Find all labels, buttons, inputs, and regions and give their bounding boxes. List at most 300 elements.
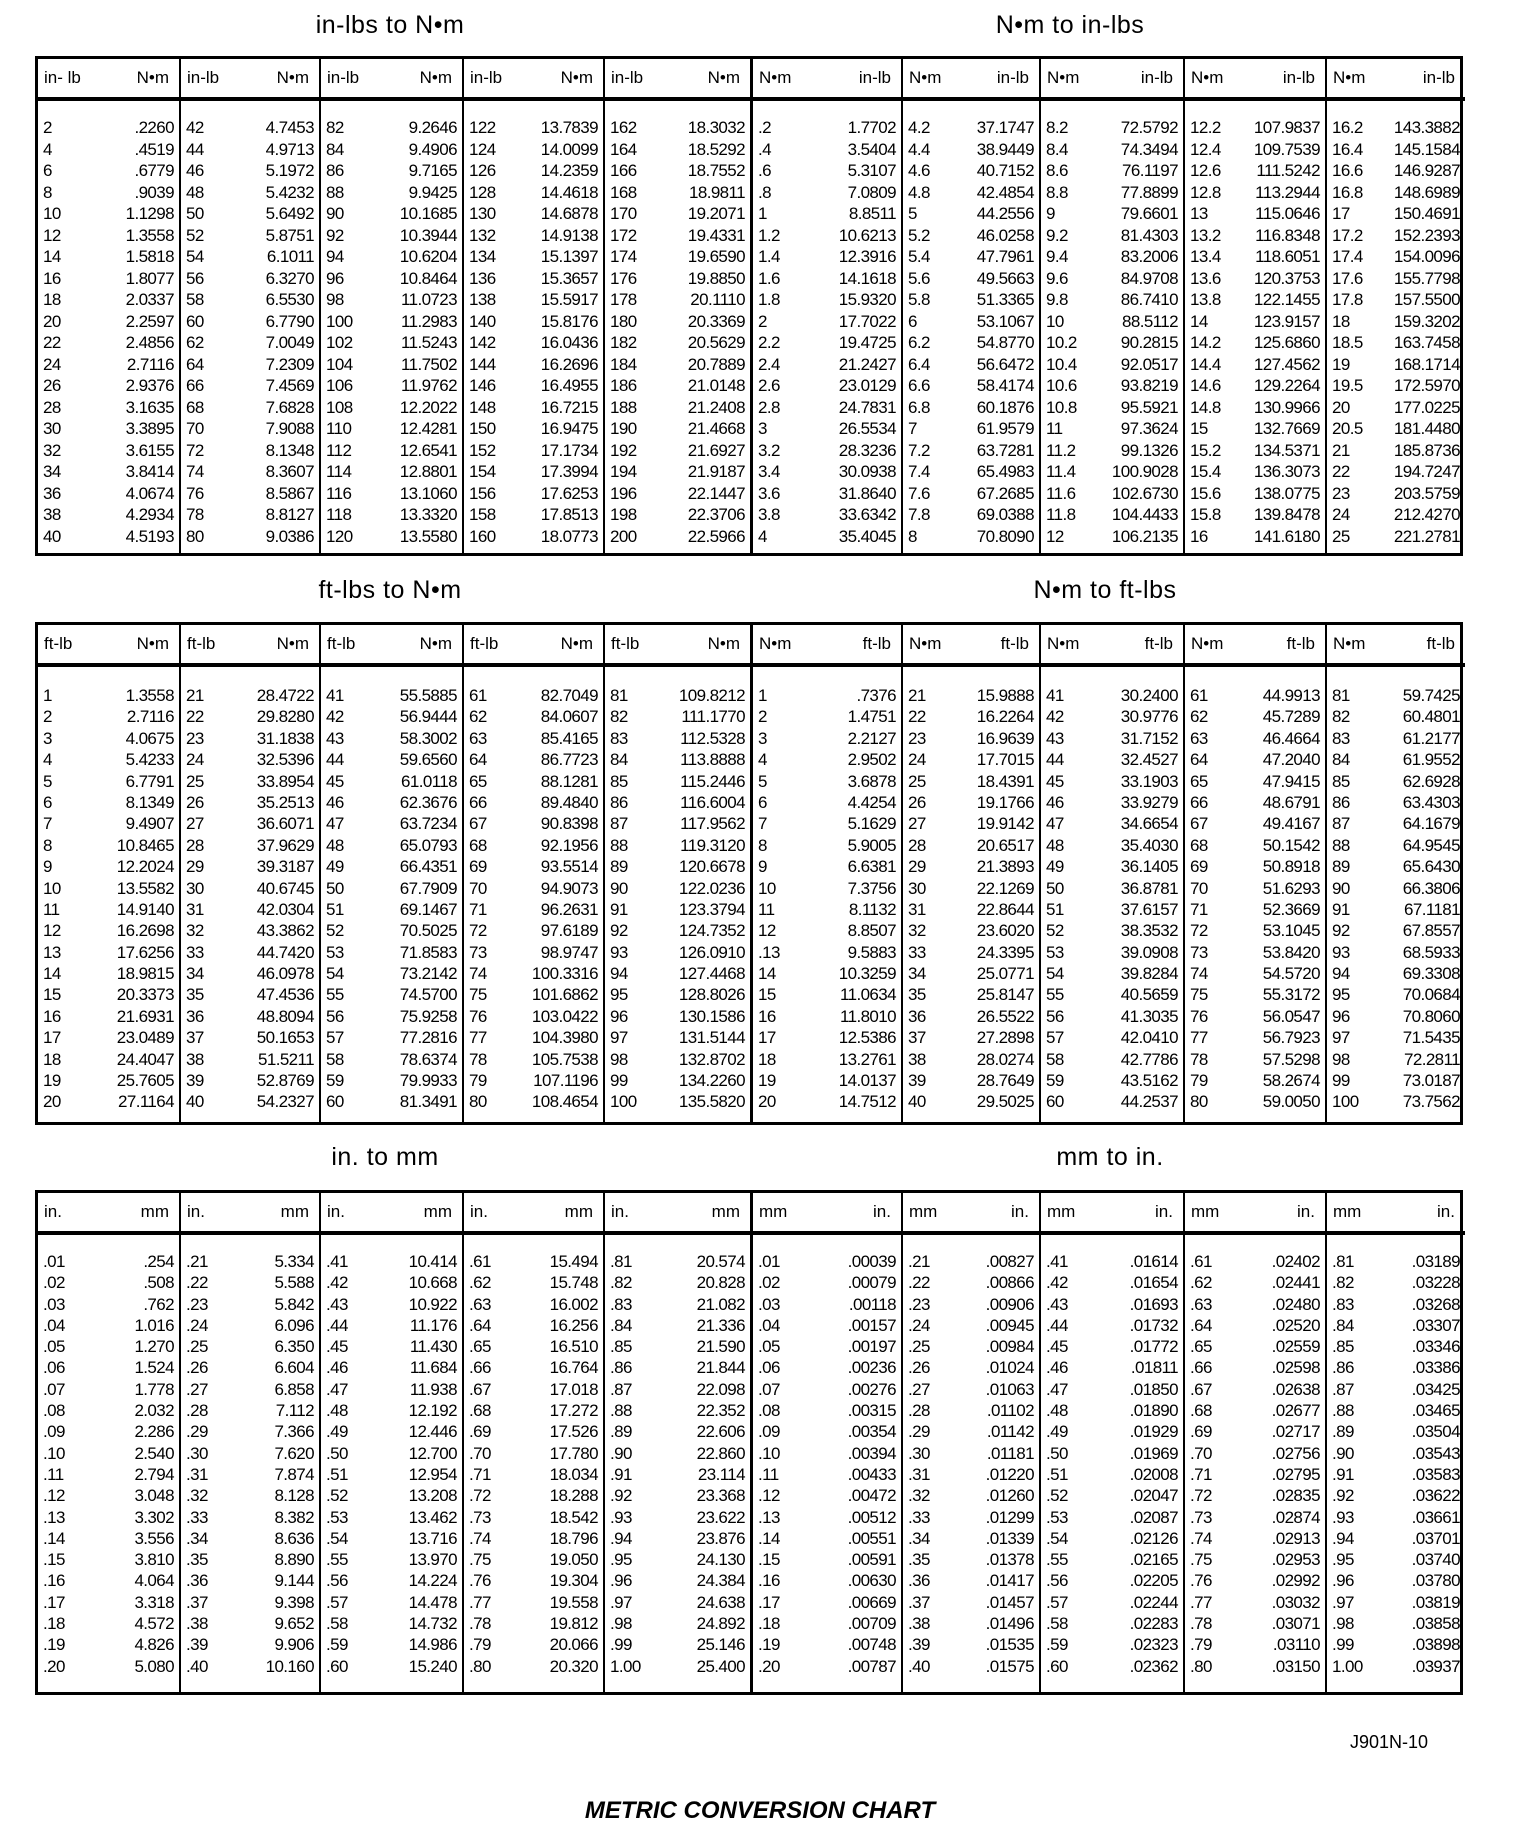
- converted-value: 33.1903: [1120, 771, 1178, 791]
- converted-value: 115.2446: [680, 771, 745, 791]
- converted-value: 64.1679: [1402, 814, 1460, 834]
- input-value: .94: [610, 1528, 632, 1548]
- converted-value: 212.4270: [1393, 505, 1460, 524]
- input-value: 55: [326, 985, 344, 1005]
- input-value: .43: [326, 1294, 348, 1314]
- input-value: .51: [1046, 1464, 1068, 1484]
- converted-value: 4.572: [134, 1614, 174, 1634]
- converted-value: 6.3270: [265, 268, 314, 288]
- column-header: [38, 1193, 179, 1235]
- table-row: [1327, 1251, 1465, 1272]
- input-value: 8: [43, 182, 52, 202]
- table-row: [753, 1421, 901, 1442]
- input-value: 20: [43, 311, 61, 331]
- input-value: 97: [610, 1028, 628, 1048]
- converted-value: 10.922: [408, 1294, 457, 1314]
- converted-value: 8.1348: [265, 440, 314, 460]
- table-row: [181, 332, 319, 354]
- converted-value: 118.6051: [1255, 247, 1320, 266]
- input-value: 16: [43, 268, 61, 288]
- table-row: [753, 1507, 901, 1528]
- table-row: [464, 1528, 603, 1549]
- table-row: [903, 963, 1039, 984]
- converted-value: 25.8147: [976, 985, 1034, 1005]
- header-to-unit: ft-lb: [1286, 634, 1315, 653]
- table-row: [464, 792, 603, 813]
- table-row: [1327, 1485, 1465, 1506]
- input-value: 160: [469, 526, 496, 546]
- converted-value: 14.6878: [540, 204, 598, 223]
- table-row: [753, 685, 901, 706]
- table-row: [38, 1272, 179, 1293]
- converted-value: 22.606: [696, 1422, 745, 1442]
- table-row: [605, 225, 750, 247]
- input-value: 20.5: [1332, 419, 1363, 438]
- table-row: [321, 1485, 462, 1506]
- table-row: [605, 1006, 750, 1027]
- input-value: 18: [43, 290, 61, 309]
- input-value: .13: [43, 1507, 65, 1527]
- input-value: 95: [1332, 985, 1350, 1005]
- table-row: [321, 1592, 462, 1613]
- table-row: [181, 117, 319, 139]
- input-value: .53: [1046, 1507, 1068, 1527]
- input-value: 90: [1332, 878, 1350, 898]
- input-value: 76: [1190, 1006, 1208, 1026]
- converted-value: .01378: [985, 1550, 1034, 1570]
- converted-value: 56.7923: [1262, 1028, 1320, 1048]
- table-row: [605, 1507, 750, 1528]
- input-value: .20: [43, 1656, 65, 1676]
- column-header: [1185, 59, 1325, 101]
- converted-value: 77.2816: [399, 1028, 457, 1048]
- input-value: 194: [610, 462, 637, 481]
- input-value: .70: [1190, 1443, 1212, 1463]
- table-row: [181, 461, 319, 483]
- column-header: [1041, 625, 1183, 667]
- converted-value: 6.5530: [265, 290, 314, 309]
- input-value: 16: [43, 1006, 61, 1026]
- table-row: [753, 440, 901, 462]
- converted-value: 130.1586: [678, 1006, 745, 1026]
- input-value: 92: [1332, 921, 1350, 941]
- table-row: [903, 182, 1039, 204]
- input-value: 19: [1332, 354, 1350, 374]
- table-row: [1041, 963, 1183, 984]
- input-value: 4.8: [908, 182, 930, 202]
- input-value: .60: [326, 1656, 348, 1676]
- input-value: .40: [908, 1656, 930, 1676]
- converted-value: .01260: [985, 1486, 1034, 1506]
- header-from-unit: mm: [909, 1202, 938, 1221]
- converted-value: 12.192: [408, 1401, 457, 1421]
- table-row: [1185, 835, 1325, 856]
- input-value: .73: [1190, 1507, 1212, 1527]
- table-row: [605, 1070, 750, 1091]
- input-value: .12: [758, 1486, 780, 1506]
- table-row: [1185, 1091, 1325, 1112]
- input-value: .48: [1046, 1401, 1068, 1421]
- rows: [605, 117, 750, 547]
- converted-value: 97.6189: [540, 921, 598, 941]
- input-value: .94: [1332, 1528, 1354, 1548]
- input-value: 53: [326, 942, 344, 962]
- converted-value: 109.7539: [1253, 139, 1320, 159]
- converted-value: 35.2513: [256, 792, 314, 812]
- converted-value: 28.4722: [256, 686, 314, 705]
- converted-value: .4519: [134, 139, 174, 159]
- converted-value: 18.3032: [687, 118, 745, 137]
- converted-value: 22.1447: [687, 483, 745, 503]
- table-row: [753, 483, 901, 505]
- converted-value: 18.4391: [976, 771, 1034, 791]
- input-value: .75: [469, 1550, 491, 1570]
- table-row: [464, 1570, 603, 1591]
- input-value: 48: [1046, 835, 1064, 855]
- input-value: 10: [758, 878, 776, 898]
- input-value: 11: [1046, 419, 1063, 438]
- converted-value: 7.366: [274, 1422, 314, 1442]
- converted-value: 61.0118: [401, 771, 457, 791]
- converted-value: 5.6492: [265, 204, 314, 223]
- table-row: [1327, 728, 1465, 749]
- table-row: [753, 311, 901, 333]
- header-to-unit: in-lb: [858, 68, 891, 87]
- column-group: [179, 59, 319, 553]
- table-row: [321, 182, 462, 204]
- table-row: [181, 1549, 319, 1570]
- converted-value: 3.318: [134, 1592, 174, 1612]
- converted-value: .02598: [1271, 1358, 1320, 1378]
- input-value: .99: [610, 1635, 632, 1655]
- converted-value: 194.7247: [1393, 462, 1460, 481]
- converted-value: 3.5404: [847, 139, 896, 159]
- input-value: .25: [908, 1337, 930, 1357]
- table-row: [1185, 749, 1325, 770]
- table-row: [605, 289, 750, 311]
- input-value: 11.8: [1046, 505, 1076, 524]
- input-value: 3.2: [758, 440, 780, 460]
- table-row: [753, 1379, 901, 1400]
- table-row: [903, 878, 1039, 899]
- input-value: 72: [469, 921, 487, 941]
- converted-value: 12.2024: [116, 857, 174, 877]
- input-value: 13: [1190, 204, 1208, 223]
- converted-value: 60.4801: [1402, 707, 1460, 727]
- input-value: 2.8: [758, 397, 780, 417]
- table-row: [753, 835, 901, 856]
- converted-value: .03150: [1271, 1656, 1320, 1676]
- converted-value: 38.9449: [976, 139, 1034, 159]
- input-value: 19: [758, 1071, 776, 1091]
- converted-value: .03858: [1411, 1614, 1460, 1634]
- input-value: .76: [1190, 1571, 1212, 1591]
- input-value: 68: [1190, 835, 1208, 855]
- converted-value: 9.906: [274, 1635, 314, 1655]
- table-row: [1041, 461, 1183, 483]
- table-row: [1327, 354, 1465, 376]
- converted-value: 18.034: [549, 1464, 598, 1484]
- input-value: 46: [326, 792, 344, 812]
- converted-value: 139.8478: [1253, 505, 1320, 524]
- input-value: .10: [758, 1443, 780, 1463]
- converted-value: .03346: [1411, 1337, 1460, 1357]
- table-row: [605, 942, 750, 963]
- header-to-unit: in-lb: [1282, 68, 1315, 87]
- table-row: [181, 182, 319, 204]
- input-value: 62: [1190, 707, 1208, 727]
- converted-value: 136.3073: [1253, 462, 1320, 481]
- input-value: 59: [326, 1071, 344, 1091]
- table-row: [903, 504, 1039, 526]
- converted-value: 30.2400: [1120, 686, 1178, 705]
- converted-value: .00787: [847, 1656, 896, 1676]
- converted-value: 81.4303: [1120, 225, 1178, 245]
- table-row: [903, 920, 1039, 941]
- input-value: 4.6: [908, 161, 930, 180]
- table-row: [753, 1027, 901, 1048]
- input-value: .68: [1190, 1401, 1212, 1421]
- table-row: [181, 1049, 319, 1070]
- rows: [903, 685, 1039, 1113]
- converted-value: 17.8513: [540, 505, 598, 524]
- input-value: .18: [43, 1614, 65, 1634]
- table-row: [38, 920, 179, 941]
- converted-value: 60.1876: [976, 397, 1034, 417]
- input-value: 93: [610, 942, 628, 962]
- input-value: .16: [43, 1571, 65, 1591]
- input-value: 59: [1046, 1071, 1064, 1091]
- input-value: .80: [469, 1656, 491, 1676]
- input-value: 60: [1046, 1092, 1064, 1112]
- input-value: 31: [908, 899, 926, 919]
- input-value: 196: [610, 483, 637, 503]
- input-value: 68: [469, 835, 487, 855]
- input-value: .05: [758, 1337, 780, 1357]
- table-row: [38, 1336, 179, 1357]
- converted-value: 18.7552: [687, 161, 745, 180]
- header-from-unit: N•m: [1191, 68, 1224, 87]
- converted-value: .02953: [1271, 1550, 1320, 1570]
- header-from-unit: ft-lb: [611, 634, 640, 653]
- converted-value: .00906: [985, 1294, 1034, 1314]
- table-row: [1327, 1379, 1465, 1400]
- input-value: 97: [1332, 1028, 1350, 1048]
- input-value: .53: [326, 1507, 348, 1527]
- table-row: [605, 1592, 750, 1613]
- column-header: [753, 625, 901, 667]
- input-value: 53: [1046, 942, 1064, 962]
- converted-value: .01732: [1129, 1315, 1178, 1335]
- rows: [38, 685, 179, 1113]
- table-row: [38, 1443, 179, 1464]
- column-group: [603, 625, 750, 1122]
- converted-value: 32.5396: [256, 750, 314, 770]
- table-row: [464, 182, 603, 204]
- converted-value: 3.302: [134, 1507, 174, 1527]
- header-from-unit: in.: [470, 1202, 488, 1221]
- input-value: 10.6: [1046, 376, 1077, 395]
- table-row: [321, 461, 462, 483]
- table-row: [1041, 160, 1183, 182]
- converted-value: 69.0388: [976, 505, 1034, 524]
- table-row: [1041, 1091, 1183, 1112]
- converted-value: 18.288: [549, 1486, 598, 1506]
- table-row: [38, 1091, 179, 1112]
- input-value: .82: [610, 1273, 632, 1293]
- table-row: [753, 1272, 901, 1293]
- input-value: 71: [1190, 899, 1208, 919]
- converted-value: 21.0148: [687, 376, 745, 395]
- table-row: [181, 963, 319, 984]
- converted-value: 70.8090: [976, 526, 1034, 546]
- table-row: [321, 771, 462, 792]
- table-half-left: [38, 1193, 750, 1692]
- rows: [38, 117, 179, 547]
- input-value: .78: [1190, 1614, 1212, 1634]
- converted-value: .01929: [1129, 1422, 1178, 1442]
- table-row: [38, 813, 179, 834]
- header-to-unit: in.: [1297, 1202, 1315, 1221]
- converted-value: 78.6374: [399, 1049, 457, 1069]
- converted-value: 1.8077: [125, 268, 174, 288]
- input-value: 48: [326, 835, 344, 855]
- converted-value: 25.0771: [976, 964, 1034, 984]
- input-value: 29: [186, 857, 204, 877]
- column-group: [1325, 1193, 1465, 1692]
- table-row: [1041, 1421, 1183, 1442]
- input-value: .55: [1046, 1550, 1068, 1570]
- input-value: 41: [1046, 686, 1064, 705]
- converted-value: 52.8769: [256, 1071, 314, 1091]
- converted-value: 107.9837: [1253, 118, 1320, 137]
- column-header: [903, 1193, 1039, 1235]
- converted-value: .01811: [1130, 1358, 1178, 1378]
- input-value: 2: [43, 707, 52, 727]
- input-value: 6.6: [908, 376, 930, 395]
- table-row: [1327, 1091, 1465, 1112]
- converted-value: 135.5820: [678, 1092, 745, 1112]
- table-row: [38, 225, 179, 247]
- input-value: .86: [1332, 1358, 1354, 1378]
- table-row: [38, 1592, 179, 1613]
- rows: [903, 1251, 1039, 1677]
- table-row: [321, 706, 462, 727]
- table-row: [605, 792, 750, 813]
- converted-value: 58.4174: [976, 376, 1034, 395]
- converted-value: 47.9415: [1262, 771, 1320, 791]
- converted-value: 15.240: [408, 1656, 457, 1676]
- converted-value: 7.620: [274, 1443, 314, 1463]
- input-value: 85: [610, 771, 628, 791]
- column-group: [462, 1193, 603, 1692]
- column-header: [605, 59, 750, 101]
- table-row: [1185, 1507, 1325, 1528]
- table-row: [903, 1027, 1039, 1048]
- table-row: [753, 920, 901, 941]
- converted-value: 4.7453: [265, 118, 314, 137]
- converted-value: 17.3994: [540, 462, 598, 481]
- converted-value: 84.0607: [540, 707, 598, 727]
- input-value: .14: [43, 1528, 65, 1548]
- table-row: [1041, 375, 1183, 397]
- input-value: 16.8: [1332, 182, 1363, 202]
- converted-value: 15.748: [549, 1273, 598, 1293]
- table-row: [753, 1400, 901, 1421]
- input-value: .36: [908, 1571, 930, 1591]
- input-value: 18: [1332, 311, 1350, 331]
- table-row: [181, 1656, 319, 1677]
- input-value: 52: [186, 225, 204, 245]
- input-value: 50: [1046, 878, 1064, 898]
- converted-value: 17.526: [549, 1422, 598, 1442]
- converted-value: .2260: [134, 118, 174, 137]
- input-value: 40: [43, 526, 61, 546]
- table-row: [38, 899, 179, 920]
- rows: [181, 1251, 319, 1677]
- input-value: 39: [186, 1071, 204, 1091]
- converted-value: 1.1298: [125, 204, 174, 223]
- input-value: 66: [186, 376, 204, 395]
- table-row: [38, 749, 179, 770]
- converted-value: 7.3756: [847, 878, 896, 898]
- converted-value: 59.0050: [1262, 1092, 1320, 1112]
- table-row: [181, 878, 319, 899]
- header-from-unit: mm: [1333, 1202, 1362, 1221]
- converted-value: 31.7152: [1120, 728, 1178, 748]
- converted-value: 28.3236: [838, 440, 896, 460]
- table-row: [753, 899, 901, 920]
- input-value: 13.4: [1190, 247, 1221, 266]
- input-value: 96: [326, 268, 344, 288]
- input-value: .74: [1190, 1528, 1212, 1548]
- input-value: 58: [326, 1049, 344, 1069]
- table-row: [1185, 483, 1325, 505]
- input-value: 77: [1190, 1028, 1208, 1048]
- converted-value: 134.5371: [1253, 440, 1320, 460]
- converted-value: .00354: [847, 1422, 896, 1442]
- table-row: [181, 984, 319, 1005]
- input-value: 56: [186, 268, 204, 288]
- converted-value: 23.0489: [116, 1028, 174, 1048]
- table-row: [903, 440, 1039, 462]
- table-row: [903, 792, 1039, 813]
- converted-value: 33.8954: [256, 771, 314, 791]
- converted-value: 6.6381: [847, 857, 896, 877]
- converted-value: 11.9762: [401, 376, 457, 395]
- table-row: [464, 1613, 603, 1634]
- table-row: [1185, 813, 1325, 834]
- input-value: 35: [186, 985, 204, 1005]
- input-value: 4: [758, 750, 767, 770]
- input-value: 13.6: [1190, 268, 1221, 288]
- table-row: [1041, 835, 1183, 856]
- input-value: .30: [908, 1443, 930, 1463]
- converted-value: 24.7831: [838, 397, 896, 417]
- converted-value: 14.986: [408, 1635, 457, 1655]
- input-value: 8.8: [1046, 182, 1068, 202]
- table-row: [1185, 354, 1325, 376]
- converted-value: 20.574: [696, 1252, 745, 1271]
- converted-value: 126.0910: [678, 942, 745, 962]
- input-value: 6: [43, 161, 52, 180]
- table-row: [605, 203, 750, 225]
- table-row: [1041, 1251, 1183, 1272]
- table-row: [605, 332, 750, 354]
- input-value: .57: [1046, 1592, 1068, 1612]
- input-value: .12: [43, 1486, 65, 1506]
- input-value: 148: [469, 397, 496, 417]
